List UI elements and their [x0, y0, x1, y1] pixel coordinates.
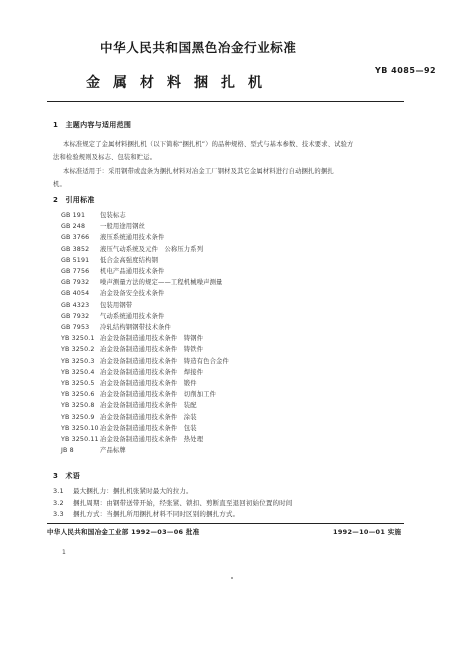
- reference-title: 低合金高强度结构钢: [100, 256, 159, 264]
- reference-code: YB 3250.8: [61, 402, 95, 410]
- reference-item: [61, 266, 164, 275]
- reference-title: 冷轧结构钢钢带技术条件: [100, 324, 171, 331]
- definition-number: 3.3: [53, 510, 64, 518]
- reference-item: [61, 288, 164, 297]
- reference-item: [61, 210, 126, 219]
- reference-code: GB 3766: [61, 234, 90, 242]
- reference-title: 液压气动系统及元件 公称压力系列: [100, 245, 204, 253]
- definition-number: 3.2: [53, 498, 64, 507]
- section-2-heading: 2 引用标准: [53, 196, 95, 204]
- definition-text: 捆扎周期：由钢带送带开始，经张紧、锁扣、剪断直至退回初始位置的时间: [73, 498, 293, 507]
- reference-title: 包装标志: [100, 212, 126, 219]
- section-3-heading: 3 术语: [53, 472, 81, 480]
- reference-item: [61, 412, 197, 421]
- reference-code: YB 3250.6: [61, 391, 95, 399]
- header-divider: [47, 101, 404, 102]
- reference-code: GB 7932: [61, 279, 90, 287]
- reference-code: YB 3250.5: [61, 380, 95, 387]
- reference-title: 机电产品通用技术条件: [100, 268, 165, 275]
- reference-code: YB 3250.1: [61, 335, 95, 343]
- reference-item: [61, 434, 203, 443]
- reference-code: YB 3250.4: [61, 368, 95, 376]
- reference-item: [61, 378, 197, 387]
- reference-code: GB 4323: [61, 301, 90, 309]
- reference-item: [61, 244, 203, 253]
- reference-code: GB 5191: [61, 256, 90, 264]
- reference-code: GB 3852: [61, 245, 90, 253]
- reference-code: GB 248: [61, 223, 86, 231]
- definition-item: [53, 498, 292, 507]
- section-1-para-2-line-2: 机。: [53, 181, 66, 188]
- reference-item: [61, 255, 158, 264]
- section-1-para-2-line-1: 本标准适用于：采用钢带或盘条为捆扎材料对冶金工厂钢材及其它金属材料进行自动捆扎的捆扎: [63, 168, 334, 175]
- reference-title: 冶金设备制造通用技术条件 涂装: [100, 413, 197, 421]
- reference-item: [61, 389, 216, 398]
- reference-item: [61, 400, 197, 409]
- reference-title: 冶金设备制造通用技术条件 铸造有色合金件: [100, 357, 229, 365]
- definition-text: 最大捆扎力：捆扎机张紧时最大的拉力。: [73, 487, 193, 495]
- document-title: 金属材料捆扎机: [86, 75, 275, 91]
- reference-code: YB 3250.2: [61, 346, 95, 354]
- reference-item: [61, 344, 203, 353]
- reference-item: [61, 333, 203, 342]
- effective-date: 1992—10—01 实施: [333, 528, 402, 536]
- reference-code: GB 191: [61, 212, 86, 219]
- page-number: 1: [62, 549, 66, 556]
- reference-code: GB 7756: [61, 268, 90, 275]
- scan-speck: [231, 577, 233, 579]
- reference-title: 冶金设备制造通用技术条件 切削加工件: [100, 391, 217, 399]
- reference-title: 冶金设备制造通用技术条件 铸铁件: [100, 346, 204, 354]
- definition-item: [53, 486, 193, 495]
- reference-item: [61, 445, 126, 454]
- reference-item: [61, 232, 164, 241]
- reference-item: [61, 356, 229, 365]
- reference-code: GB 7953: [61, 324, 90, 331]
- reference-title: 冶金设备制造通用技术条件 热处理: [100, 436, 204, 443]
- definition-text: 捆扎方式：当捆扎所用捆扎材料不同时区别的捆扎方式。: [73, 510, 240, 518]
- reference-title: 产品标牌: [100, 447, 126, 455]
- definition-item: [53, 509, 239, 518]
- section-1-para-1-line-1: 本标准规定了金属材料捆扎机（以下简称“捆扎机”）的品种规格、型式与基本参数、技术要求、试验方: [63, 141, 354, 148]
- reference-item: [61, 300, 132, 309]
- reference-code: YB 3250.9: [61, 413, 95, 421]
- reference-title: 液压系统通用技术条件: [100, 234, 165, 242]
- reference-title: 气动系统通用技术条件: [100, 312, 165, 320]
- reference-title: 冶金设备制造通用技术条件 焊接件: [100, 368, 204, 376]
- approval-line: 中华人民共和国冶金工业部 1992—03—06 批准: [47, 528, 200, 536]
- reference-code: GB 7932: [61, 312, 90, 320]
- reference-item: [61, 311, 164, 320]
- reference-item: [61, 367, 203, 376]
- reference-title: 噪声测量方法的规定——工程机械噪声测量: [100, 279, 223, 287]
- reference-code: JB 8: [61, 447, 74, 455]
- section-1-heading: 1 主题内容与适用范围: [53, 121, 132, 129]
- section-1-para-1-line-2: 法和检验规则及标志、包装和贮运。: [53, 154, 157, 161]
- reference-title: 一般用途用钢丝: [100, 223, 146, 231]
- definition-number: 3.1: [53, 487, 64, 495]
- issuing-organization: 中华人民共和国黑色冶金行业标准: [100, 40, 297, 55]
- reference-title: 冶金设备制造通用技术条件 铸钢件: [100, 335, 204, 343]
- reference-item: [61, 277, 223, 286]
- reference-title: 冶金设备安全技术条件: [100, 290, 165, 298]
- reference-item: [61, 322, 171, 331]
- standard-code: YB 4085—92: [375, 66, 437, 75]
- reference-code: YB 3250.11: [61, 436, 99, 443]
- reference-title: 冶金设备制造通用技术条件 包装: [100, 424, 197, 432]
- reference-item: [61, 423, 197, 432]
- reference-title: 冶金设备制造通用技术条件 锻件: [100, 380, 197, 387]
- reference-title: 冶金设备制造通用技术条件 装配: [100, 402, 197, 410]
- reference-code: GB 4054: [61, 290, 90, 298]
- footer-divider: [47, 523, 404, 524]
- reference-code: YB 3250.10: [61, 424, 99, 432]
- reference-item: [61, 221, 145, 230]
- reference-code: YB 3250.3: [61, 357, 95, 365]
- reference-title: 包装用钢带: [100, 301, 133, 309]
